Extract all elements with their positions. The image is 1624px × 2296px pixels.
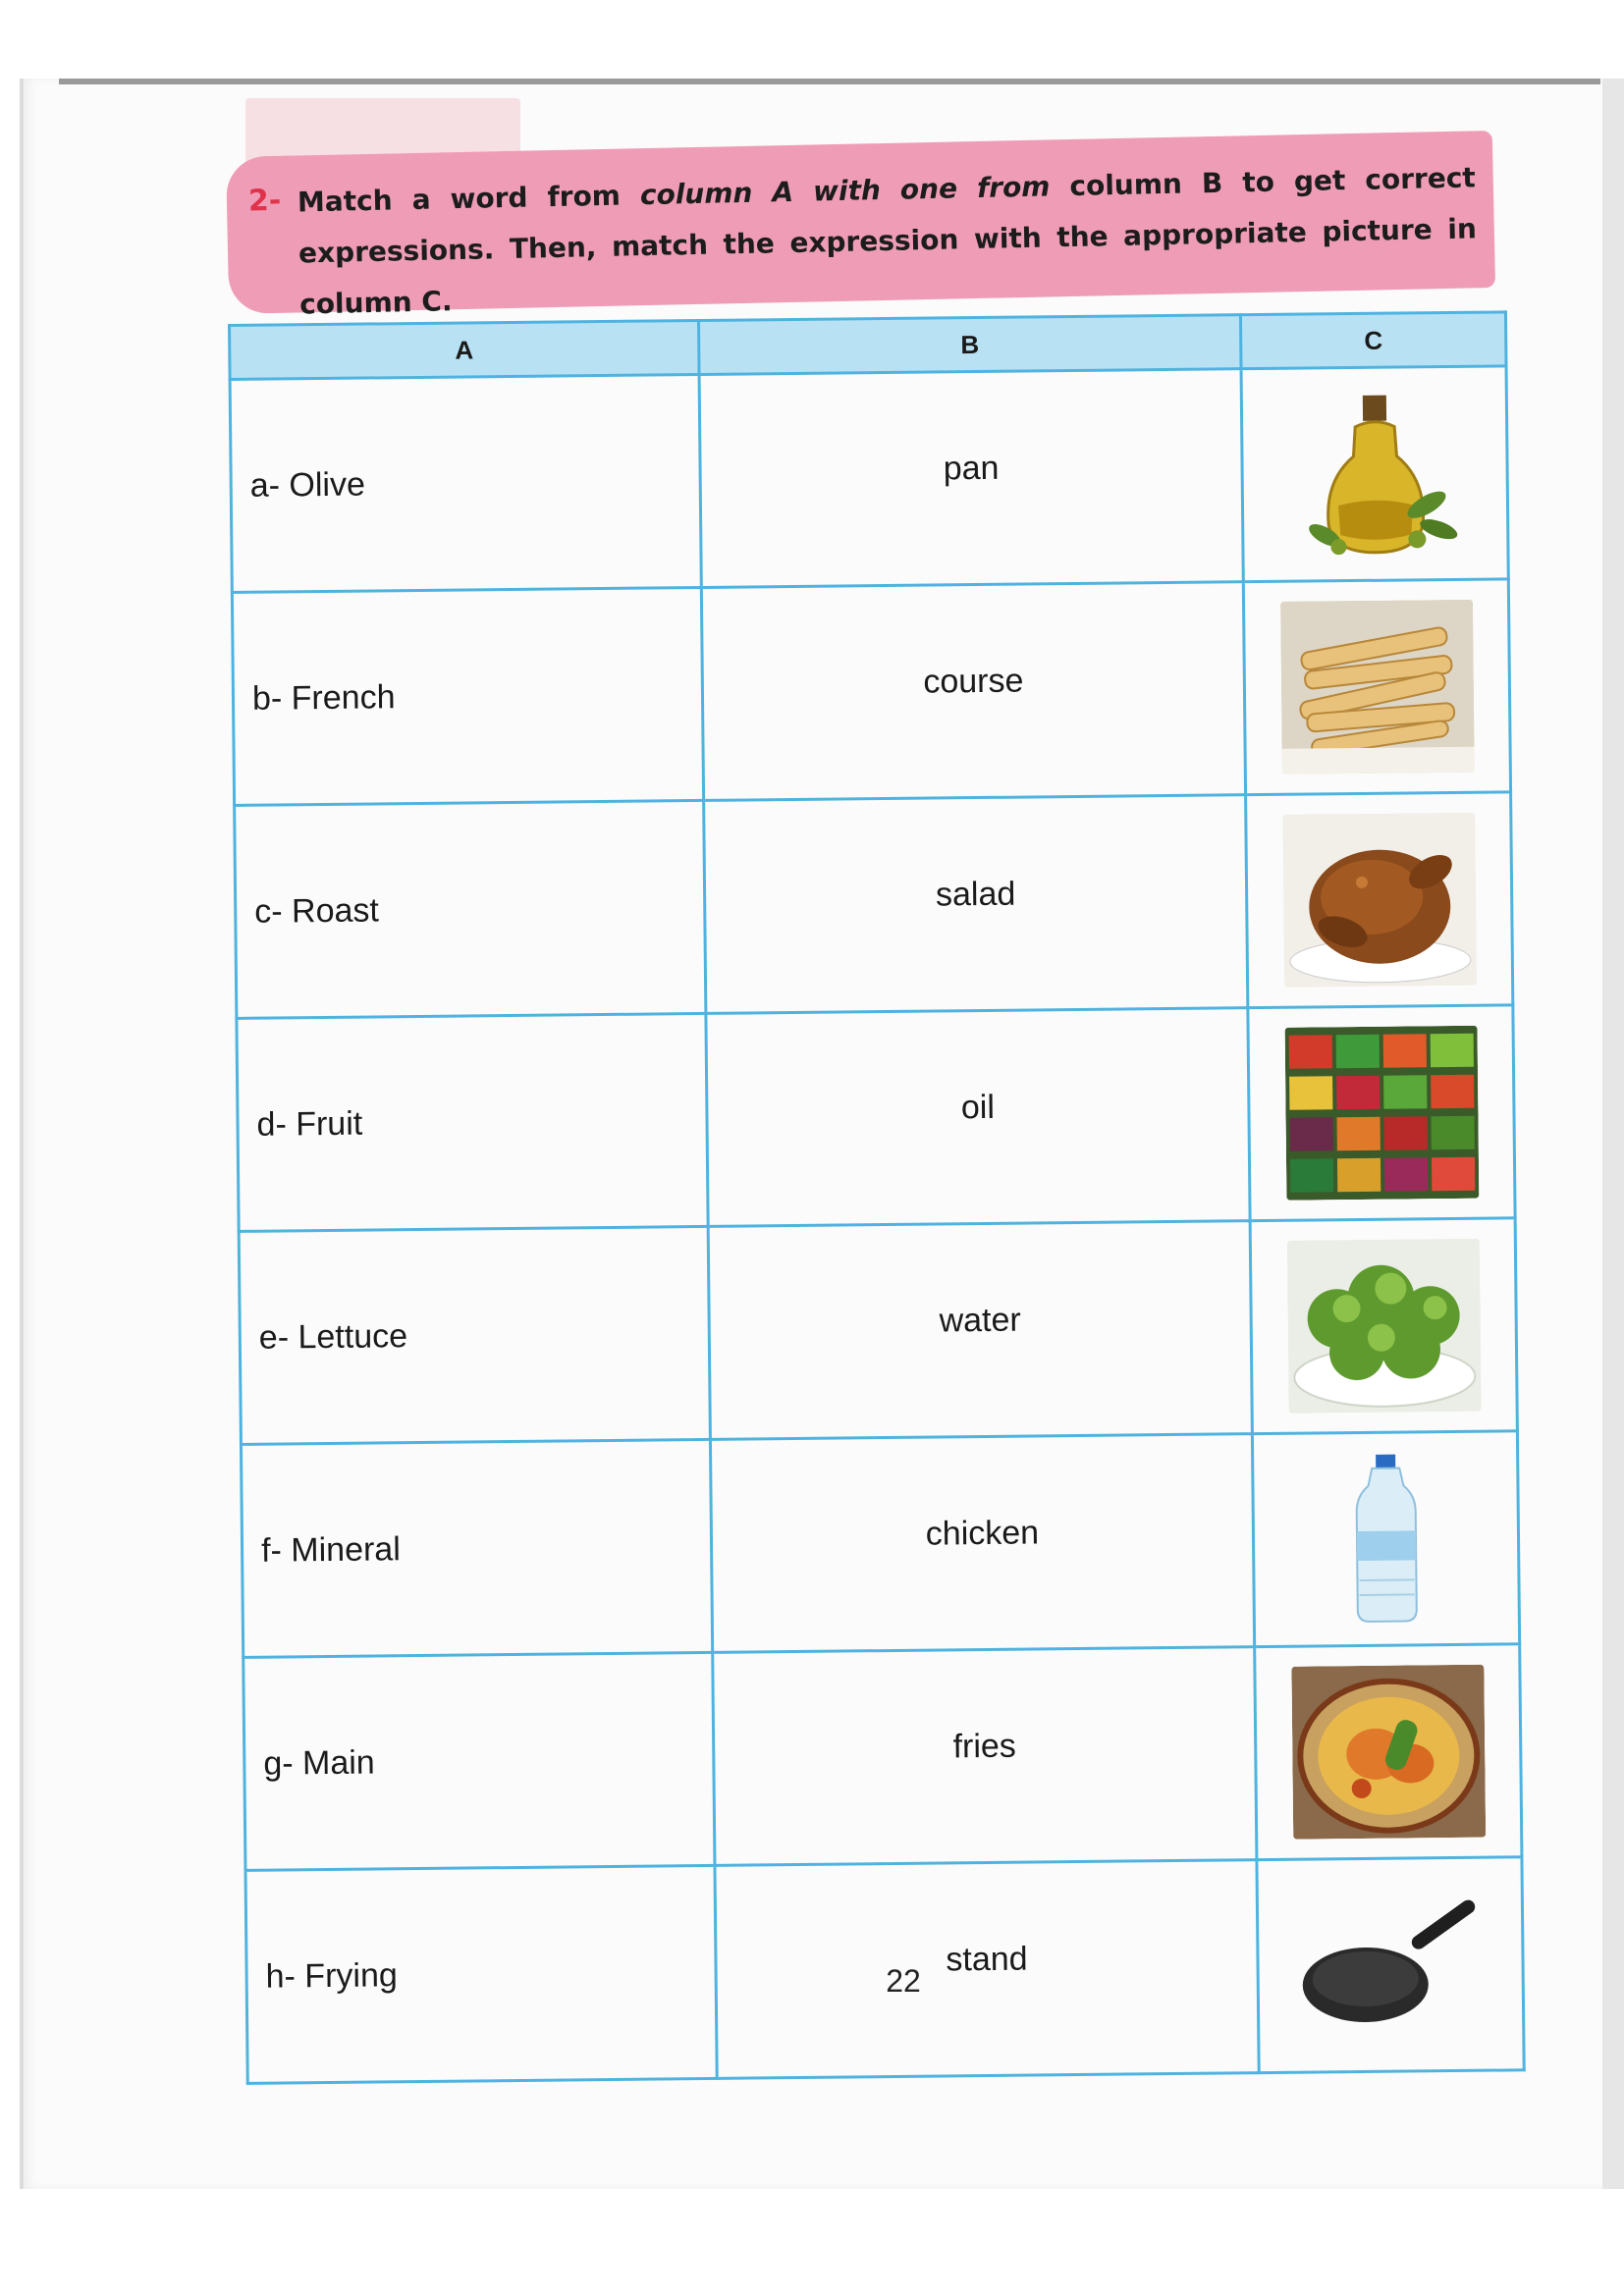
water-bottle-icon: [1289, 1452, 1484, 1627]
french-fries-icon: [1280, 600, 1475, 774]
column-a-cell: b- French: [232, 587, 703, 805]
column-c-cell: [1243, 579, 1510, 795]
column-a-cell: d- Fruit: [237, 1013, 708, 1231]
column-b-cell: chicken: [710, 1434, 1254, 1653]
fruit-stand-icon: [1284, 1026, 1479, 1201]
frying-pan-icon: [1293, 1878, 1488, 2053]
page-top-edge: [59, 79, 1600, 84]
column-b-cell: salad: [704, 795, 1248, 1014]
column-b-cell: oil: [706, 1008, 1250, 1227]
column-a-cell: f- Mineral: [241, 1439, 712, 1657]
page-number: 22: [886, 1963, 921, 1999]
column-a-cell: c- Roast: [235, 800, 706, 1018]
matching-table-wrapper: [228, 310, 1523, 2085]
column-b-cell: stand: [715, 1860, 1259, 2079]
instruction-part-italic: column A with one from: [639, 170, 1051, 212]
page-right-edge: [1602, 79, 1624, 2189]
main-course-dish-icon: [1291, 1665, 1486, 1840]
table-row: [241, 1431, 1519, 1658]
table-row: [237, 1005, 1515, 1232]
instruction-text: [297, 152, 1478, 330]
table-row: [235, 792, 1513, 1019]
column-c-cell: [1246, 792, 1513, 1008]
column-a-cell: g- Main: [244, 1652, 715, 1870]
column-b-cell: water: [708, 1221, 1252, 1440]
column-c-header: C: [1240, 312, 1506, 369]
column-b-cell: fries: [713, 1647, 1257, 1866]
column-c-cell: [1255, 1644, 1522, 1860]
matching-table: [228, 310, 1526, 2085]
table-row: [230, 366, 1508, 593]
exercise-number: 2-: [247, 183, 282, 219]
lettuce-salad-icon: [1286, 1239, 1481, 1414]
table-row: [239, 1218, 1517, 1445]
column-c-cell: [1241, 366, 1508, 582]
column-b-header: B: [698, 315, 1241, 375]
column-b-cell: course: [701, 582, 1245, 801]
column-b-cell: pan: [699, 369, 1243, 588]
column-c-cell: [1252, 1431, 1519, 1647]
olive-oil-bottle-icon: [1277, 387, 1472, 561]
column-c-cell: [1248, 1005, 1515, 1221]
column-a-header: A: [230, 320, 700, 379]
instruction-banner: [226, 131, 1495, 321]
instruction-part: Match a word from: [297, 179, 641, 219]
column-a-cell: e- Lettuce: [239, 1226, 710, 1444]
table-row: [232, 579, 1510, 806]
column-a-cell: h- Frying: [245, 1865, 717, 2083]
roast-chicken-icon: [1282, 813, 1477, 988]
instruction-part: column B to get correct expressions. Then, match the expression with the appropriate picture in column C.: [298, 161, 1478, 321]
column-c-cell: [1250, 1218, 1517, 1434]
column-c-cell: [1257, 1857, 1524, 2073]
table-row: [244, 1644, 1522, 1871]
column-a-cell: a- Olive: [230, 374, 701, 592]
